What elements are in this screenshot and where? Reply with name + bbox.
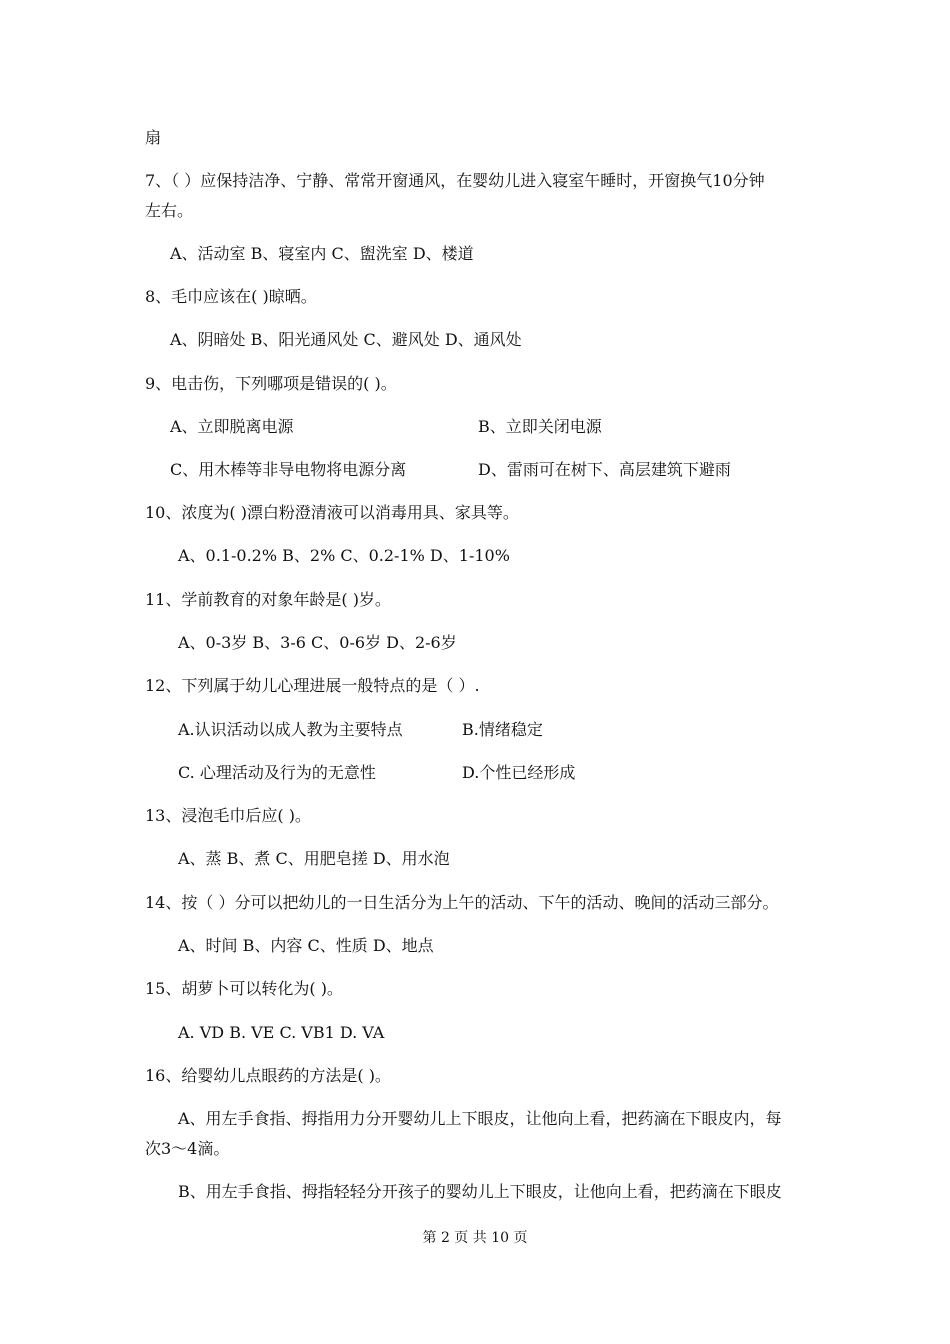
- question-16-option-b: B、用左手食指、拇指轻轻分开孩子的婴幼儿上下眼皮，让他向上看，把药滴在下眼皮: [178, 1182, 782, 1201]
- question-16-option-a: A、用左手食指、拇指用力分开婴幼儿上下眼皮，让他向上看，把药滴在下眼皮内，每: [178, 1109, 782, 1128]
- question-12-option-a: A.认识活动以成人教为主要特点: [178, 720, 403, 739]
- question-11-text: 11、学前教育的对象年龄是( )岁。: [145, 590, 391, 609]
- question-7-text: 7、（ ）应保持洁净、宁静、常常开窗通风，在婴幼儿进入寝室午睡时，开窗换气10分钟: [145, 171, 765, 190]
- question-8-text: 8、毛巾应该在( )晾晒。: [145, 287, 317, 306]
- question-14-options: A、时间 B、内容 C、性质 D、地点: [178, 936, 434, 955]
- question-9-text: 9、电击伤，下列哪项是错误的( )。: [145, 374, 397, 393]
- question-9-option-a: A、立即脱离电源: [170, 417, 294, 436]
- question-13-options: A、蒸 B、煮 C、用肥皂搓 D、用水泡: [178, 849, 450, 868]
- question-15-text: 15、胡萝卜可以转化为( )。: [145, 979, 343, 998]
- question-12-option-b: B.情绪稳定: [462, 720, 543, 739]
- question-8-options: A、阴暗处 B、阳光通风处 C、避风处 D、通风处: [170, 330, 522, 349]
- question-12-option-c: C. 心理活动及行为的无意性: [178, 763, 376, 782]
- question-9-option-b: B、立即关闭电源: [478, 417, 602, 436]
- question-14-text: 14、按（ ）分可以把幼儿的一日生活分为上午的活动、下午的活动、晚间的活动三部分。: [145, 893, 779, 912]
- question-7-text-cont: 左右。: [145, 201, 194, 220]
- question-11-options: A、0-3岁 B、3-6 C、0-6岁 D、2-6岁: [178, 633, 457, 652]
- question-10-text: 10、浓度为( )漂白粉澄清液可以消毒用具、家具等。: [145, 503, 519, 522]
- page-footer: 第 2 页 共 10 页: [422, 1230, 528, 1246]
- question-9-option-d: D、雷雨可在树下、高层建筑下避雨: [478, 460, 731, 479]
- question-13-text: 13、浸泡毛巾后应( )。: [145, 806, 311, 825]
- question-10-options: A、0.1-0.2% B、2% C、0.2-1% D、1-10%: [178, 546, 510, 565]
- question-7-options: A、活动室 B、寝室内 C、盥洗室 D、楼道: [170, 244, 474, 263]
- question-12-text: 12、下列属于幼儿心理进展一般特点的是（ ）.: [145, 676, 480, 695]
- question-16-text: 16、给婴幼儿点眼药的方法是( )。: [145, 1066, 391, 1085]
- question-9-option-c: C、用木棒等非导电物将电源分离: [170, 460, 407, 479]
- question-15-options: A. VD B. VE C. VB1 D. VA: [178, 1023, 385, 1042]
- question-16-option-a-cont: 次3～4滴。: [145, 1139, 230, 1158]
- question-12-option-d: D.个性已经形成: [462, 763, 576, 782]
- text-line-continuation: 扇: [145, 128, 162, 147]
